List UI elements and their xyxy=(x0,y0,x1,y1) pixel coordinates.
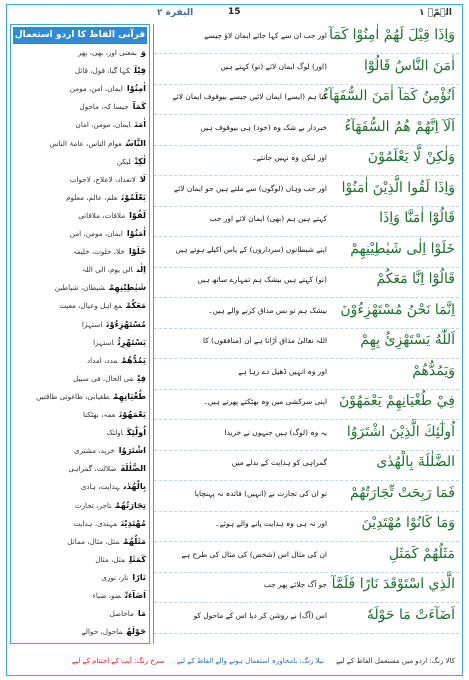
glossary-item xyxy=(15,119,146,137)
glossary-meaning: جیسا کہ، ماحول xyxy=(79,102,129,112)
glossary-title: قرآنی الفاظ کا اردو استعمال xyxy=(13,27,147,44)
urdu-translation: بیشک ہم تو بس مذاق کرنے والے ہیں۔ xyxy=(208,305,327,315)
verse-row xyxy=(154,329,459,359)
glossary-meaning: عمہ، بھٹکنا xyxy=(82,410,116,419)
glossary-word: اَضَآءَتْ xyxy=(124,590,146,600)
glossary-item xyxy=(15,608,146,626)
glossary-word: كَمَآ xyxy=(132,101,146,112)
glossary-word: وَ xyxy=(140,47,146,57)
urdu-translation: ان کی مثال اس (شخص) کی مثال کی طرح ہے xyxy=(181,549,327,559)
arabic-text: الَّذِي اسْتَوْقَدَ نَارًا فَلَمَّآ xyxy=(331,576,455,592)
glossary-meaning: ماحول، حوالے xyxy=(81,627,123,637)
header-para-right: الۤمّۤ ١ xyxy=(419,8,452,18)
glossary-item xyxy=(15,47,146,65)
glossary-word: اشْتَرَوُا xyxy=(118,445,146,456)
glossary-word: يَسْتَهْزِئُ xyxy=(117,336,146,347)
verse-row xyxy=(154,299,459,329)
glossary-word: مَعَكُمْ xyxy=(126,300,146,311)
arabic-text: اَلَآ اِنَّهُمْ هُمُ السُّفَهَآءُ xyxy=(344,118,455,135)
glossary-meaning: نار، نوری xyxy=(101,572,129,582)
page-footer xyxy=(15,657,455,673)
glossary-meaning: بمعنی اور، بھی، پھر xyxy=(78,48,137,57)
glossary-word: مَثَلُهُمْ xyxy=(123,535,146,546)
verse-row xyxy=(154,207,459,237)
glossary-meaning: طغیانی، طاغوتی طاقتیں xyxy=(36,391,110,401)
verse-row xyxy=(154,55,459,85)
glossary-meaning: الی یوم، الی اللہ xyxy=(82,265,133,275)
glossary-item xyxy=(15,445,146,463)
glossary-meaning: ضو، ضیاء xyxy=(92,591,121,600)
verse-row xyxy=(154,482,459,512)
urdu-translation: اپنے شیطانوں (سرداروں) کے پاس اکیلے ہوتے ہیں xyxy=(175,244,327,254)
glossary-item xyxy=(15,463,146,481)
verse-row xyxy=(154,177,459,207)
urdu-translation: تو ان کی تجارت نے (انہیں) فائدہ نہ پہنچایا xyxy=(194,488,327,498)
glossary-item xyxy=(15,391,146,409)
urdu-translation: اس (آگ) نے روشن کر دیا اس کے ماحول کو xyxy=(193,610,327,620)
page-header xyxy=(7,5,462,23)
glossary-meaning: ضلالت، گمراہی xyxy=(68,464,117,474)
glossary-word: لَقُوْا xyxy=(129,209,146,220)
glossary-meaning: تاجر، تجارت xyxy=(74,500,112,510)
glossary-item xyxy=(15,101,146,119)
arabic-text: قَالُوْٓا اِنَّا مَعَكُمْ xyxy=(376,271,455,287)
arabic-text: اَللّٰهُ يَسْتَهْزِئُ بِهِمْ xyxy=(360,332,455,348)
glossary-item xyxy=(15,337,146,355)
glossary-word: اٰمَنُوْا xyxy=(126,228,146,238)
glossary-meaning: ہدایت، ہادی xyxy=(80,482,120,492)
glossary-word: قِيْلَ xyxy=(133,65,146,76)
glossary-meaning: ملاقات، ملاقاتی xyxy=(78,210,126,220)
glossary-item xyxy=(15,138,146,156)
arabic-text: اَنُؤْمِنُ كَمَآ اٰمَنَ السُّفَهَآءُ xyxy=(322,88,455,104)
glossary-meaning: خرید، مشتری xyxy=(73,446,115,456)
urdu-translation: اور نہ ہی وہ ہدایت پانے والے ہوئے۔ xyxy=(215,519,327,528)
verse-row xyxy=(154,238,459,268)
glossary-item xyxy=(15,83,146,101)
urdu-translation: اور لیکن وہ نہیں جانتے۔ xyxy=(252,153,327,162)
arabic-text: اُولٰٓئِكَ الَّذِيْنَ اشْتَرَوُا xyxy=(346,423,455,440)
glossary-word: النَّاسُ xyxy=(125,137,146,148)
glossary-word: مُسْتَهْزِءُوْنَ xyxy=(106,318,146,329)
glossary-meaning: خلا، خلوت، خلیفہ xyxy=(72,247,125,257)
footer-legend-red: سرخ رنگ: آیت کے اختتام کے لیے xyxy=(71,657,165,665)
arabic-text: فِيْ طُغْيَانِهِمْ يَعْمَهُوْنَ xyxy=(338,393,455,409)
glossary-meaning: علم، عالم، معلوم xyxy=(66,192,118,202)
glossary-meaning: ایمان، امن، مومن xyxy=(69,84,123,94)
urdu-translation: اور جب وہاں (لوگوں) سے ملتے ہیں جو ایمان لائے xyxy=(173,183,327,193)
glossary-word: مُهْتَدِيْنَ xyxy=(121,517,146,528)
glossary-meaning: ایمان، مومن، امان xyxy=(75,120,131,130)
verse-row xyxy=(154,390,459,420)
glossary-item xyxy=(15,590,146,608)
glossary-meaning: ایمان، مومن، امن xyxy=(69,229,123,238)
glossary-item xyxy=(15,554,146,572)
glossary-item xyxy=(15,373,146,391)
verse-row xyxy=(154,146,459,176)
header-surah-left: البقرة ٢ xyxy=(157,8,194,18)
glossary-word: لٰكِنْ xyxy=(134,155,146,166)
glossary-meaning: ماحاصل xyxy=(109,609,134,619)
footer-legend-blue: نیلا رنگ: بامحاورہ استعمال ہونے والے الفاظ کے لیے xyxy=(176,657,324,665)
glossary-item xyxy=(15,536,146,554)
arabic-text: وَاِذَا لَقُوا الَّذِيْنَ اٰمَنُوْا xyxy=(341,179,455,196)
glossary-item xyxy=(15,156,146,174)
glossary-word: طُغْيَانِهِمْ xyxy=(113,390,146,401)
glossary-meaning: مثل، مثال، مماثل xyxy=(67,536,120,546)
glossary-item xyxy=(15,409,146,427)
arabic-text: مَثَلُهُمْ كَمَثَلِ xyxy=(388,545,455,562)
urdu-translation: (تو) کہتے ہیں بیشک ہم تمہارے ساتھ ہیں xyxy=(197,275,327,284)
glossary-item xyxy=(15,192,146,210)
page-frame xyxy=(6,4,463,676)
glossary-word: اُولٰٓئِكَ xyxy=(126,427,146,438)
glossary-item xyxy=(15,500,146,518)
arabic-text: اٰمَنَ النَّاسُ قَالُوْٓا xyxy=(363,57,455,74)
verse-row xyxy=(154,604,459,634)
arabic-text: وَمَا كَانُوْا مُهْتَدِيْنَ xyxy=(361,515,455,531)
glossary-panel xyxy=(10,24,150,644)
glossary-meaning: مہتدی، ہدایت xyxy=(73,518,118,528)
verse-panel xyxy=(153,24,458,644)
glossary-meaning: مثل، مثال xyxy=(95,554,126,564)
glossary-item xyxy=(15,210,146,228)
arabic-text: فَمَا رَبِحَتْ تِّجَارَتُهُمْ xyxy=(349,484,455,501)
urdu-translation: اللہ تعالیٰ مذاق اُڑاتا ہے اُن (منافقوں) کا xyxy=(202,336,327,345)
verse-row xyxy=(154,24,459,54)
glossary-item xyxy=(15,481,146,499)
arabic-text: الضَّلٰلَةَ بِالْهُدٰى xyxy=(376,454,455,470)
glossary-item xyxy=(15,355,146,373)
glossary-meaning: مع اہل وعیال، معیت xyxy=(59,301,123,311)
arabic-text: قَالُوْٓا اٰمَنَّا وَاِذَا xyxy=(379,210,455,226)
verse-row xyxy=(154,421,459,451)
glossary-meaning: لاتعداد، لاعلاج، لاجواب xyxy=(69,174,136,184)
glossary-item xyxy=(15,282,146,300)
glossary-word: خَلَوْا xyxy=(128,246,146,257)
glossary-meaning: استہزا xyxy=(81,319,103,329)
glossary-word: تِجَارَتُهُمْ xyxy=(115,499,146,510)
arabic-text: وَيَمُدُّهُمْ xyxy=(412,362,455,379)
arabic-text: خَلَوْا اِلٰى شَيٰطِيْنِهِمْ xyxy=(350,240,455,257)
page-number: 15 xyxy=(228,7,241,17)
glossary-word: كَمَثَلِ xyxy=(129,553,146,564)
glossary-meaning: لیکن xyxy=(116,156,131,166)
glossary-item xyxy=(15,319,146,337)
footer-legend-black: کالا رنگ: اردو میں مستعمل الفاظ کے لیے xyxy=(336,657,455,665)
glossary-item xyxy=(15,246,146,264)
arabic-text: اِنَّمَا نَحْنُ مُسْتَهْزِءُوْنَ xyxy=(340,301,455,318)
verse-row xyxy=(154,451,459,481)
glossary-word: اٰمِنُوْا xyxy=(126,83,146,94)
arabic-text: وَلٰكِنْ لَّا يَعْلَمُوْنَ xyxy=(367,149,455,165)
glossary-word: بِالْهُدٰى xyxy=(123,481,146,492)
verse-row xyxy=(154,543,459,573)
verse-row xyxy=(154,85,459,115)
verse-row xyxy=(154,268,459,298)
glossary-word: يَعْلَمُوْنَ xyxy=(121,191,146,202)
glossary-word: شَيٰطِيْنِهِمْ xyxy=(109,282,146,293)
glossary-item xyxy=(15,427,146,445)
arabic-text: وَاِذَا قِيْلَ لَهُمْ اٰمِنُوْا كَمَآ xyxy=(329,27,455,43)
glossary-meaning: استہزا xyxy=(93,337,114,347)
glossary-item xyxy=(15,572,146,590)
glossary-item xyxy=(15,518,146,536)
glossary-word: لَا xyxy=(139,173,146,184)
urdu-translation: اور وہ انہیں ڈھیل دے رہا ہے xyxy=(238,366,327,376)
verse-row xyxy=(154,573,459,603)
urdu-translation: کہتے ہیں ہم (بھی) ایمان لائے اور جب xyxy=(209,214,327,223)
glossary-word: فِيْ xyxy=(137,372,146,383)
urdu-translation: کیا ہم (ایسے) ایمان لائیں جیسے بیوقوف ایمان لائے xyxy=(172,92,327,101)
glossary-word: يَعْمَهُوْنَ xyxy=(119,409,146,419)
glossary-word: اٰمَنَ xyxy=(134,119,146,130)
glossary-word: يَمُدُّهُمْ xyxy=(121,354,146,365)
glossary-item xyxy=(15,264,146,282)
glossary-item xyxy=(15,228,146,246)
glossary-word: اِلٰى xyxy=(136,264,146,275)
glossary-meaning: کہا گیا، قول، قائل xyxy=(74,66,130,76)
urdu-translation: جو آگ جلائے پھر جب xyxy=(263,580,327,589)
glossary-meaning: عوام الناس، عامۃ الناس xyxy=(49,138,122,148)
arabic-text: اَضَآءَتْ مَا حَوْلَهٗ xyxy=(366,606,455,623)
glossary-item xyxy=(15,300,146,318)
glossary-item xyxy=(15,626,146,644)
glossary-meaning: شیطان، شیاطین xyxy=(54,283,106,293)
glossary-item xyxy=(15,65,146,83)
verse-row xyxy=(154,512,459,542)
urdu-translation: خبردار بے شک وہ (خود) ہی بیوقوف ہیں xyxy=(200,122,327,132)
glossary-meaning: اولئک xyxy=(106,428,123,438)
glossary-item xyxy=(15,174,146,192)
glossary-word: الضَّلٰلَةَ xyxy=(120,463,146,474)
urdu-translation: (اور) لوگ ایمان لائے (تو) کہتے ہیں xyxy=(220,61,327,71)
glossary-word: حَوْلَهٗ xyxy=(126,626,146,637)
glossary-word: نَارًا xyxy=(132,571,146,582)
glossary-word: مَا xyxy=(137,608,146,619)
urdu-translation: اور جب ان سے کہا جائے ایمان لاؤ جیسے xyxy=(204,31,327,40)
verse-row xyxy=(154,360,459,390)
glossary-meaning: مدد، امداد xyxy=(86,355,118,365)
urdu-translation: گمراہی کو ہدایت کے بدلے میں xyxy=(231,458,327,467)
verse-row xyxy=(154,116,459,146)
urdu-translation: اپنی سرکشی میں وہ بھٹکتے پھرتے ہیں۔ xyxy=(203,397,327,406)
glossary-meaning: فی الحال، فی سبیل xyxy=(73,373,134,383)
urdu-translation: یہ وہ (لوگ) ہیں جنہوں نے خریدا xyxy=(224,427,327,437)
